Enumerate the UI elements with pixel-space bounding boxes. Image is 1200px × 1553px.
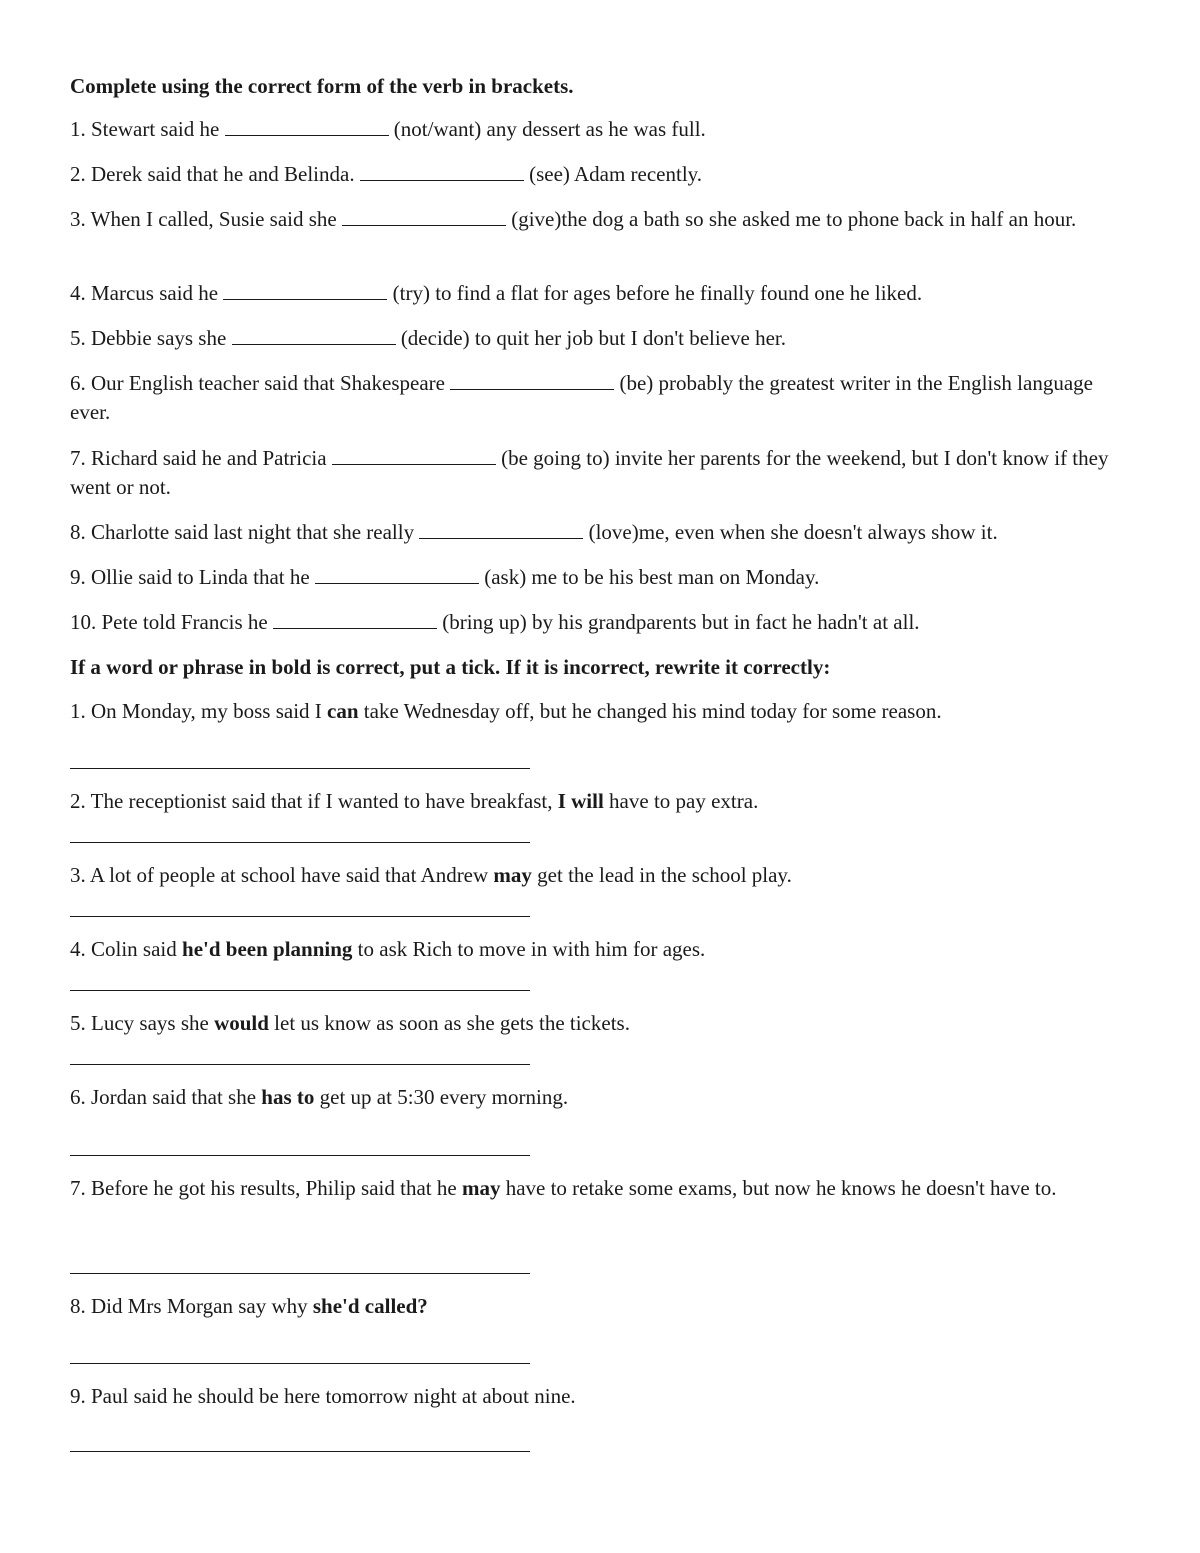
item-number: 1.	[70, 699, 86, 723]
item-text-after: (try) to find a flat for ages before he finally found one he liked.	[392, 281, 923, 305]
item-text-before: Derek said that he and Belinda.	[91, 162, 355, 186]
part1-item-6	[70, 369, 1130, 427]
part2-item-2	[70, 787, 758, 816]
part1-item-3	[70, 205, 1130, 234]
bold-phrase: has to	[261, 1085, 315, 1109]
item-number: 6.	[70, 371, 86, 395]
item-text-after: (not/want) any dessert as he was full.	[393, 117, 706, 141]
part2-item-4	[70, 935, 705, 964]
answer-blank[interactable]	[360, 164, 524, 181]
item-text-before: Charlotte said last night that she really	[91, 520, 415, 544]
item-text-before: Debbie says she	[91, 326, 227, 350]
part2-title: If a word or phrase in bold is correct, put a tick. If it is incorrect, rewrite it correctly:	[70, 655, 831, 679]
item-number: 4.	[70, 281, 86, 305]
item-number: 9.	[70, 1384, 86, 1408]
item-text-before: On Monday, my boss said I	[91, 699, 322, 723]
item-text-before: Lucy says she	[91, 1011, 209, 1035]
item-text-after: get up at 5:30 every morning.	[319, 1085, 569, 1109]
item-number: 2.	[70, 162, 86, 186]
item-text-after: (be going to) invite her parents for the weekend, but I don't know if they went or not.	[70, 446, 1109, 499]
part1-item-4	[70, 279, 922, 308]
item-text-before: Stewart said he	[91, 117, 220, 141]
part1-item-10	[70, 608, 920, 637]
part2-item-7	[70, 1174, 1130, 1203]
part2-item-3	[70, 861, 792, 890]
item-text-before: The receptionist said that if I wanted to have breakfast,	[90, 789, 553, 813]
answer-blank[interactable]	[223, 283, 387, 300]
answer-blank[interactable]	[450, 373, 614, 390]
answer-blank[interactable]	[273, 612, 437, 629]
part2-item-8	[70, 1292, 428, 1321]
item-text-after: have to pay extra.	[609, 789, 759, 813]
item-number: 4.	[70, 937, 86, 961]
part2-item-6	[70, 1083, 568, 1112]
answer-line[interactable]	[70, 768, 530, 769]
answer-blank[interactable]	[232, 328, 396, 345]
item-text-before: Did Mrs Morgan say why	[91, 1294, 308, 1318]
bold-phrase: would	[214, 1011, 269, 1035]
item-text-before: When I called, Susie said she	[90, 207, 337, 231]
item-text-after: (love)me, even when she doesn't always show it.	[588, 520, 998, 544]
bold-phrase: may	[461, 1176, 501, 1200]
part1-item-7	[70, 444, 1130, 502]
item-number: 5.	[70, 326, 86, 350]
part1-item-8	[70, 518, 998, 547]
part1-item-1	[70, 115, 706, 144]
item-text-before: Our English teacher said that Shakespeare	[91, 371, 445, 395]
item-text-after: have to retake some exams, but now he knows he doesn't have to.	[505, 1176, 1057, 1200]
answer-blank[interactable]	[332, 448, 496, 465]
item-text-after: (decide) to quit her job but I don't believe her.	[400, 326, 786, 350]
answer-blank[interactable]	[419, 522, 583, 539]
item-text-before: Pete told Francis he	[101, 610, 268, 634]
part2-item-5	[70, 1009, 630, 1038]
item-number: 8.	[70, 1294, 86, 1318]
item-text-before: Jordan said that she	[91, 1085, 257, 1109]
item-text-before: Colin said	[91, 937, 177, 961]
item-text-after: let us know as soon as she gets the tickets.	[274, 1011, 630, 1035]
bold-phrase: may	[493, 863, 532, 887]
answer-blank[interactable]	[315, 567, 479, 584]
item-number: 9.	[70, 565, 86, 589]
answer-blank[interactable]	[225, 119, 389, 136]
answer-line[interactable]	[70, 1363, 530, 1364]
item-text-after: (give)the dog a bath so she asked me to phone back in half an hour.	[511, 207, 1077, 231]
answer-blank[interactable]	[342, 209, 506, 226]
item-text-before: Ollie said to Linda that he	[91, 565, 310, 589]
answer-line[interactable]	[70, 990, 530, 991]
item-number: 3.	[70, 207, 86, 231]
part1-title: Complete using the correct form of the verb in brackets.	[70, 74, 574, 98]
part1-item-9	[70, 563, 819, 592]
answer-line[interactable]	[70, 1064, 530, 1065]
item-text-after: (be) probably the greatest writer in the English language ever.	[70, 371, 1093, 424]
item-number: 6.	[70, 1085, 86, 1109]
part2-item-1	[70, 697, 942, 726]
item-text-before: A lot of people at school have said that Andrew	[89, 863, 489, 887]
part2-item-9	[70, 1382, 576, 1411]
answer-line[interactable]	[70, 842, 530, 843]
item-number: 2.	[70, 789, 86, 813]
item-text-after: (bring up) by his grandparents but in fact he hadn't at all.	[442, 610, 920, 634]
answer-line[interactable]	[70, 1451, 530, 1452]
item-number: 3.	[70, 863, 86, 887]
part1-item-5	[70, 324, 786, 353]
item-number: 7.	[70, 1176, 86, 1200]
item-text-after: (ask) me to be his best man on Monday.	[484, 565, 820, 589]
item-text-after: to ask Rich to move in with him for ages.	[357, 937, 706, 961]
item-number: 10.	[70, 610, 97, 634]
item-text-before: Before he got his results, Philip said that he	[91, 1176, 457, 1200]
bold-phrase: can	[327, 699, 359, 723]
item-number: 5.	[70, 1011, 86, 1035]
item-text-after: get the lead in the school play.	[537, 863, 792, 887]
bold-phrase: he'd been planning	[182, 937, 353, 961]
answer-line[interactable]	[70, 1155, 530, 1156]
item-number: 1.	[70, 117, 86, 141]
item-text-after: take Wednesday off, but he changed his mind today for some reason.	[363, 699, 942, 723]
item-number: 8.	[70, 520, 86, 544]
item-text-before: Marcus said he	[91, 281, 219, 305]
bold-phrase: she'd called?	[312, 1294, 428, 1318]
item-text-before: Richard said he and Patricia	[91, 446, 327, 470]
bold-phrase: I will	[557, 789, 604, 813]
answer-line[interactable]	[70, 916, 530, 917]
part1-item-2	[70, 160, 702, 189]
answer-line[interactable]	[70, 1273, 530, 1274]
item-number: 7.	[70, 446, 86, 470]
item-text-before: Paul said he should be here tomorrow night at about nine.	[91, 1384, 576, 1408]
item-text-after: (see) Adam recently.	[529, 162, 703, 186]
